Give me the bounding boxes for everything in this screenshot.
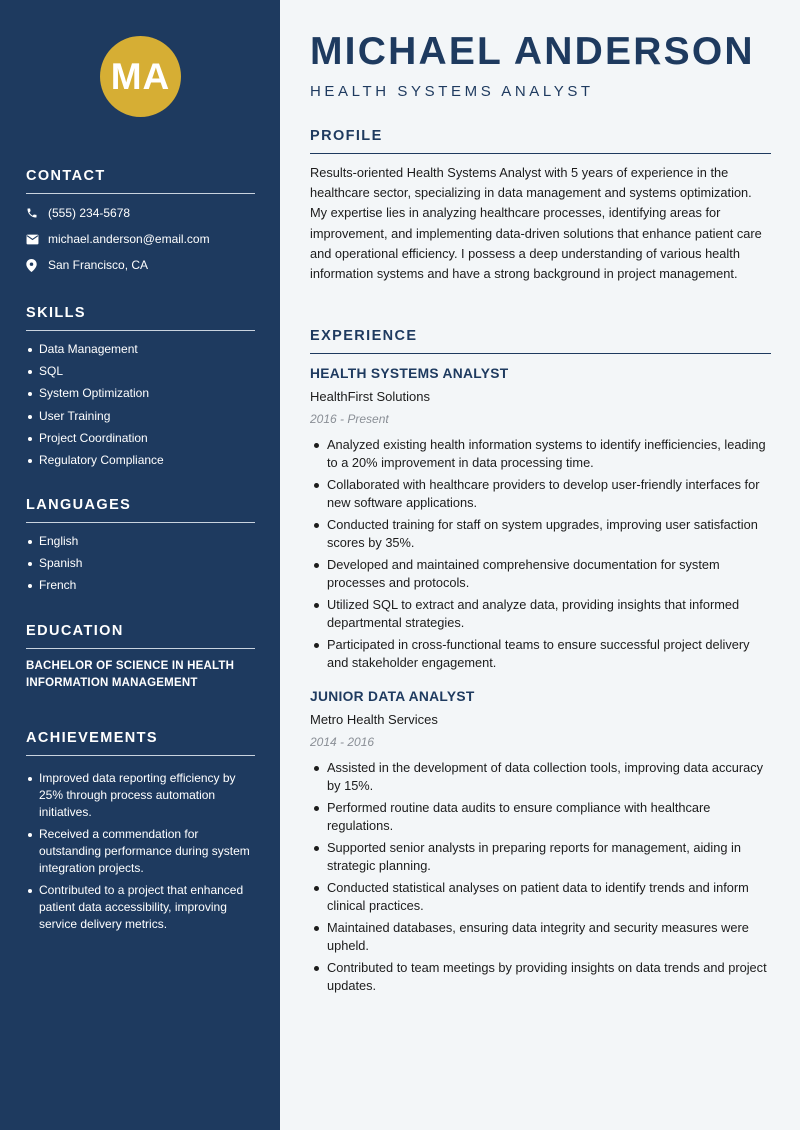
achievement-item: Improved data reporting efficiency by 25% through process automation initiatives.: [26, 770, 255, 821]
contact-heading: CONTACT: [26, 168, 255, 194]
job-bullets: [310, 759, 771, 995]
skill-item: Project Coordination: [26, 430, 255, 447]
phone-icon: [26, 207, 48, 219]
languages-list: [26, 533, 255, 594]
job-bullet: Utilized SQL to extract and analyze data, providing insights that informed departmental strategies.: [310, 596, 771, 632]
skills-list: [26, 341, 255, 469]
job-bullet: Maintained databases, ensuring data integrity and security measures were upheld.: [310, 919, 771, 955]
achievements-heading: ACHIEVEMENTS: [26, 730, 255, 756]
languages-heading: LANGUAGES: [26, 497, 255, 523]
job-bullet: Collaborated with healthcare providers to develop user-friendly interfaces for new software applications.: [310, 476, 771, 512]
skill-item: Data Management: [26, 341, 255, 358]
job-dates: 2014 - 2016: [310, 735, 375, 749]
job-bullet: Assisted in the development of data collection tools, improving data accuracy by 15%.: [310, 759, 771, 795]
job-bullet: Supported senior analysts in preparing reports for management, aiding in strategic planning.: [310, 839, 771, 875]
achievement-item: Received a commendation for outstanding performance during system integration projects.: [26, 826, 255, 877]
location-text: San Francisco, CA: [48, 258, 149, 272]
education-heading: EDUCATION: [26, 623, 255, 649]
contact-section: [26, 168, 255, 278]
achievements-list: [26, 770, 255, 933]
company-name: HealthFirst Solutions: [310, 389, 430, 404]
language-item: Spanish: [26, 555, 255, 572]
job-bullet: Contributed to team meetings by providing insights on data trends and project updates.: [310, 959, 771, 995]
email-text: michael.anderson@email.com: [48, 232, 210, 246]
candidate-name: MICHAEL ANDERSON: [310, 30, 755, 73]
experience-heading: EXPERIENCE: [310, 328, 771, 354]
job-entry: [310, 687, 771, 999]
job-dates: 2016 - Present: [310, 412, 389, 426]
achievements-section: [26, 730, 255, 933]
skill-item: System Optimization: [26, 385, 255, 402]
job-bullet: Performed routine data audits to ensure compliance with healthcare regulations.: [310, 799, 771, 835]
job-title: HEALTH SYSTEMS ANALYST: [310, 366, 509, 381]
job-entry: [310, 364, 771, 676]
languages-section: [26, 497, 255, 594]
email-icon: [26, 234, 48, 245]
education-section: [26, 623, 255, 692]
skills-heading: SKILLS: [26, 305, 255, 331]
job-bullet: Analyzed existing health information systems to identify inefficiencies, leading to a 20% improvement in data processing time.: [310, 436, 771, 472]
job-bullet: Participated in cross-functional teams to ensure successful project delivery and stakeholder engagement.: [310, 636, 771, 672]
job-title: JUNIOR DATA ANALYST: [310, 689, 475, 704]
contact-phone[interactable]: [26, 200, 255, 226]
skill-item: Regulatory Compliance: [26, 452, 255, 469]
sidebar: [0, 0, 280, 1130]
job-bullet: Developed and maintained comprehensive documentation for system processes and protocols.: [310, 556, 771, 592]
job-bullets: [310, 436, 771, 672]
contact-email[interactable]: [26, 226, 255, 252]
skills-section: [26, 305, 255, 469]
degree-title: BACHELOR OF SCIENCE IN HEALTH INFORMATION MANAGEMENT: [26, 660, 235, 689]
language-item: English: [26, 533, 255, 550]
job-bullet: Conducted training for staff on system upgrades, improving user satisfaction scores by 35%.: [310, 516, 771, 552]
company-name: Metro Health Services: [310, 712, 438, 727]
candidate-title: HEALTH SYSTEMS ANALYST: [310, 83, 594, 100]
achievement-item: Contributed to a project that enhanced patient data accessibility, improving service delivery metrics.: [26, 882, 255, 933]
skill-item: SQL: [26, 363, 255, 380]
contact-location: [26, 252, 255, 278]
phone-text: (555) 234-5678: [48, 206, 131, 220]
avatar: MA: [100, 36, 181, 117]
language-item: French: [26, 577, 255, 594]
profile-heading: PROFILE: [310, 128, 771, 154]
job-bullet: Conducted statistical analyses on patient data to identify trends and inform clinical practices.: [310, 879, 771, 915]
profile-text: Results-oriented Health Systems Analyst with 5 years of experience in the healthcare sector, specializing in data management and systems optimization. My expertise lies in analyzing healthcare processes, identifying areas for improvement, and implementing data-driven solutions that enhance patient care and operational efficiency. I possess a deep understanding of various health information systems and have a strong background in project management.: [310, 165, 762, 282]
location-pin-icon: [26, 259, 48, 272]
skill-item: User Training: [26, 408, 255, 425]
